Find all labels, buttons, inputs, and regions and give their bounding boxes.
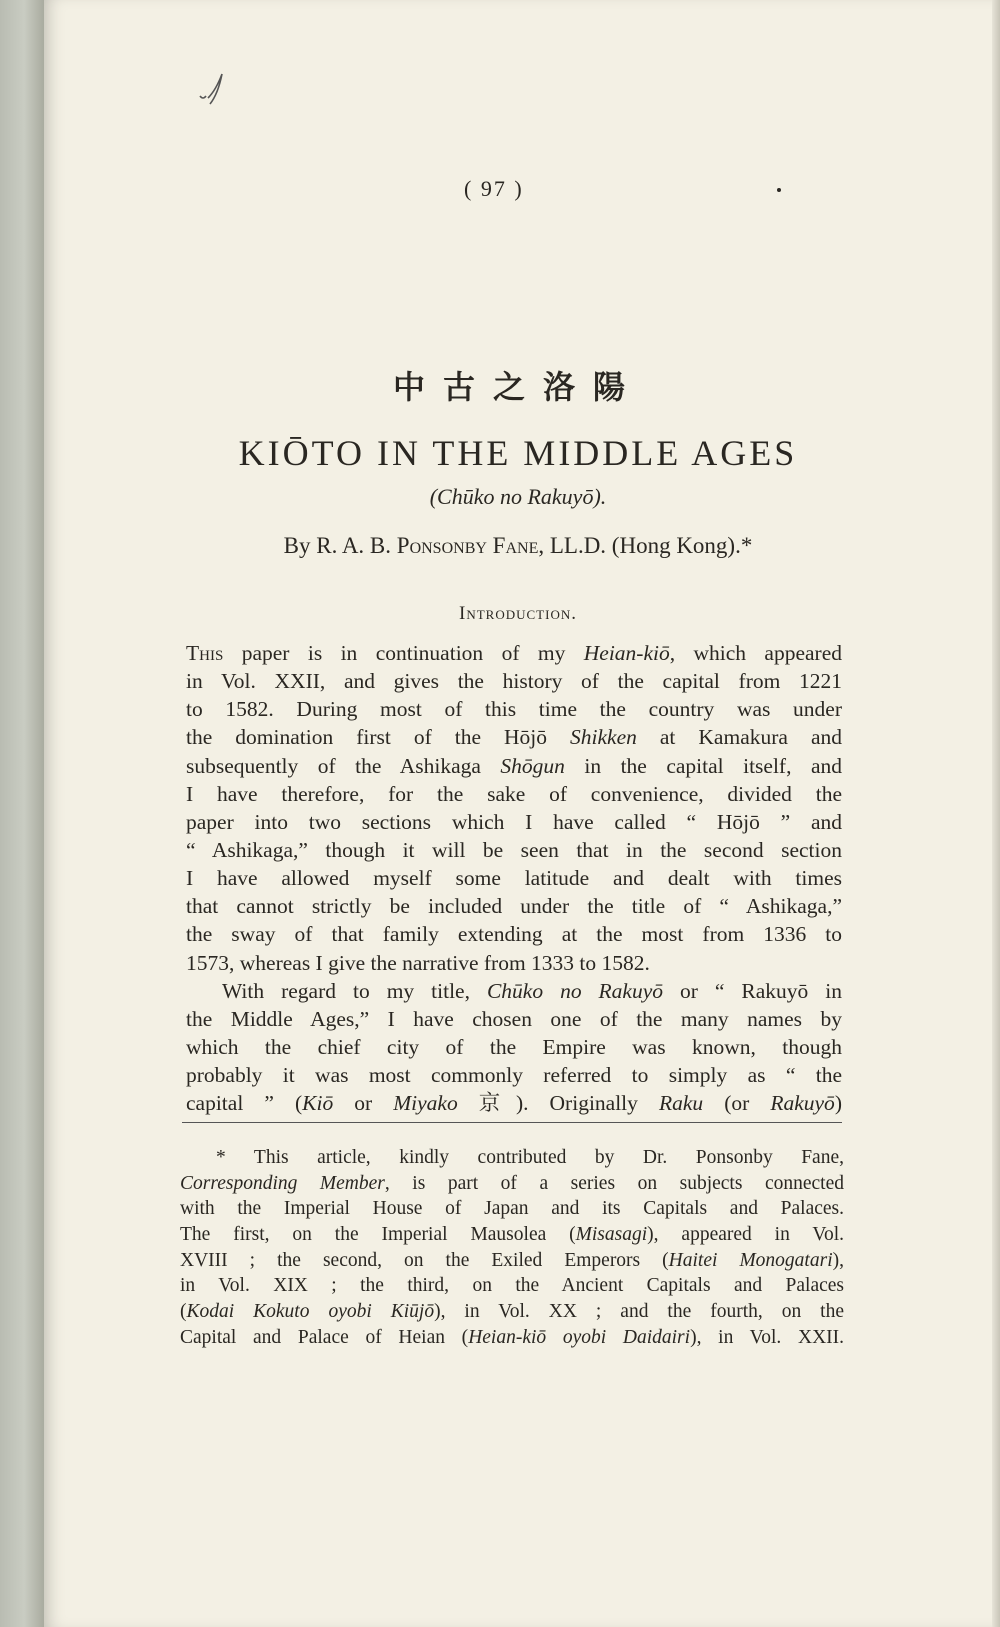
text-run: Chūko no Rakuyō (486, 978, 664, 1003)
text-run: in Vol. XXII, and gives the history of the capital from 1221 (186, 669, 842, 694)
text-run: which the chief city of the Empire was known, though (186, 1034, 842, 1059)
text-run: at Kamakura and (636, 725, 842, 750)
text-run: * This article, kindly contributed by Dr. Ponsonby Fane, (216, 1147, 844, 1168)
text-run: the domination first of the Hōjō (186, 725, 571, 750)
text-run: the Middle Ages,” I have chosen one of the many names by (186, 1006, 842, 1031)
text-run: Kodai Kokuto oyobi Kiūjō (186, 1301, 435, 1323)
footnote-rule (182, 1122, 842, 1123)
text-run: The first, on the Imperial Mausolea ( (180, 1224, 576, 1246)
body-line (186, 1061, 842, 1089)
text-run: to 1582. During most of this time the country was under (186, 697, 842, 722)
text-run: XVIII ; the second, on the Exiled Emperors ( (180, 1249, 669, 1271)
text-run: Misasagi (575, 1224, 648, 1246)
text-run: Capital and Palace of Heian ( (180, 1326, 469, 1348)
footnote (180, 1145, 844, 1351)
byline-suffix: , LL.D. (Hong Kong).* (538, 533, 753, 558)
text-run: in Vol. XIX ; the third, on the Ancient Capitals and Palaces (180, 1275, 844, 1297)
ink-speck (777, 188, 781, 192)
text-run: Miyako (393, 1091, 458, 1116)
text-run: probably it was most commonly referred to simply as “ the (186, 1063, 842, 1088)
body-line (186, 892, 842, 920)
body-line (186, 1005, 842, 1033)
text-run: With regard to my title, (222, 978, 487, 1003)
footnote-line (180, 1145, 844, 1171)
japanese-title: 中古之洛陽 (392, 368, 643, 406)
text-run: that cannot strictly be included under the title of “ Ashikaga,” (186, 894, 842, 919)
body-line (186, 667, 842, 695)
author-byline (44, 533, 992, 559)
text-run: Rakuyō (770, 1091, 835, 1116)
text-run: the sway of that family extending at the most from 1336 to (186, 922, 842, 947)
text-run: , which appeared (669, 641, 843, 665)
footnote-line (180, 1248, 844, 1274)
text-run: ), in Vol. XX ; and the fourth, on the (434, 1301, 844, 1323)
text-run: ), in Vol. XXII. (690, 1326, 845, 1348)
text-run: Shōgun (500, 753, 565, 778)
text-run: in the capital itself, and (564, 753, 842, 778)
text-run: Shikken (570, 725, 637, 750)
body-line (186, 780, 842, 808)
body-line (186, 949, 842, 977)
book-binding-edge (0, 0, 44, 1627)
body-line (186, 639, 842, 667)
text-run: Heian-kiō (583, 641, 670, 665)
body-line (186, 864, 842, 892)
text-run: ) (834, 1091, 842, 1116)
author-name: Ponsonby Fane (396, 533, 539, 558)
footnote-line (180, 1273, 844, 1299)
text-run: 京). Originally (457, 1091, 659, 1116)
footnote-line (180, 1196, 844, 1222)
footnote-line (180, 1325, 844, 1351)
page-edge (992, 0, 1000, 1627)
text-run: Corresponding Member (180, 1172, 385, 1194)
text-run: “ Ashikaga,” though it will be seen that in the second section (186, 837, 842, 862)
body-line (186, 723, 842, 751)
text-run: Haitei Monogatari (668, 1249, 833, 1271)
article-title: KIŌTO IN THE MIDDLE AGES (238, 433, 798, 473)
pencil-check-mark (194, 66, 234, 116)
text-run: , is part of a series on subjects connected (384, 1172, 844, 1194)
body-line (186, 1033, 842, 1061)
text-run: with the Imperial House of Japan and its Capitals and Palaces. (180, 1198, 844, 1220)
text-run: (or (703, 1091, 771, 1116)
text-run: paper is in continuation of my (223, 641, 584, 665)
body-line (186, 920, 842, 948)
text-run: paper into two sections which I have called “ Hōjō ” and (186, 809, 842, 834)
footnote-line (180, 1171, 844, 1197)
text-run: This (186, 641, 224, 665)
text-run: ), (832, 1249, 844, 1271)
text-run: or (333, 1091, 394, 1116)
footnote-line (180, 1222, 844, 1248)
text-run: or “ Rakuyō in (663, 978, 842, 1003)
article-subtitle: (Chūko no Rakuyō). (429, 484, 607, 509)
body-line (186, 752, 842, 780)
text-run: Raku (658, 1091, 704, 1116)
text-run: ), appeared in Vol. (647, 1224, 844, 1246)
footnote-line (180, 1299, 844, 1325)
byline-prefix: By R. A. B. (283, 533, 397, 558)
body-line (186, 695, 842, 723)
body-line (186, 836, 842, 864)
printed-page (44, 0, 992, 1627)
text-run: I have therefore, for the sake of convenience, divided the (186, 781, 842, 806)
text-run: Heian-kiō oyobi Daidairi (468, 1326, 691, 1348)
text-run: ( (180, 1301, 187, 1323)
text-run: 1573, whereas I give the narrative from 1333 to 1582. (186, 950, 650, 975)
body-line (186, 977, 842, 1005)
text-run: Kiō (302, 1091, 334, 1116)
body-line (186, 1089, 842, 1117)
text-run: capital ” ( (186, 1091, 303, 1116)
section-heading: Introduction. (459, 603, 577, 624)
text-run: subsequently of the Ashikaga (186, 753, 501, 778)
body-text (186, 639, 842, 1117)
text-run: I have allowed myself some latitude and dealt with times (186, 866, 842, 891)
page-number: ( 97 ) (464, 176, 524, 201)
body-line (186, 808, 842, 836)
